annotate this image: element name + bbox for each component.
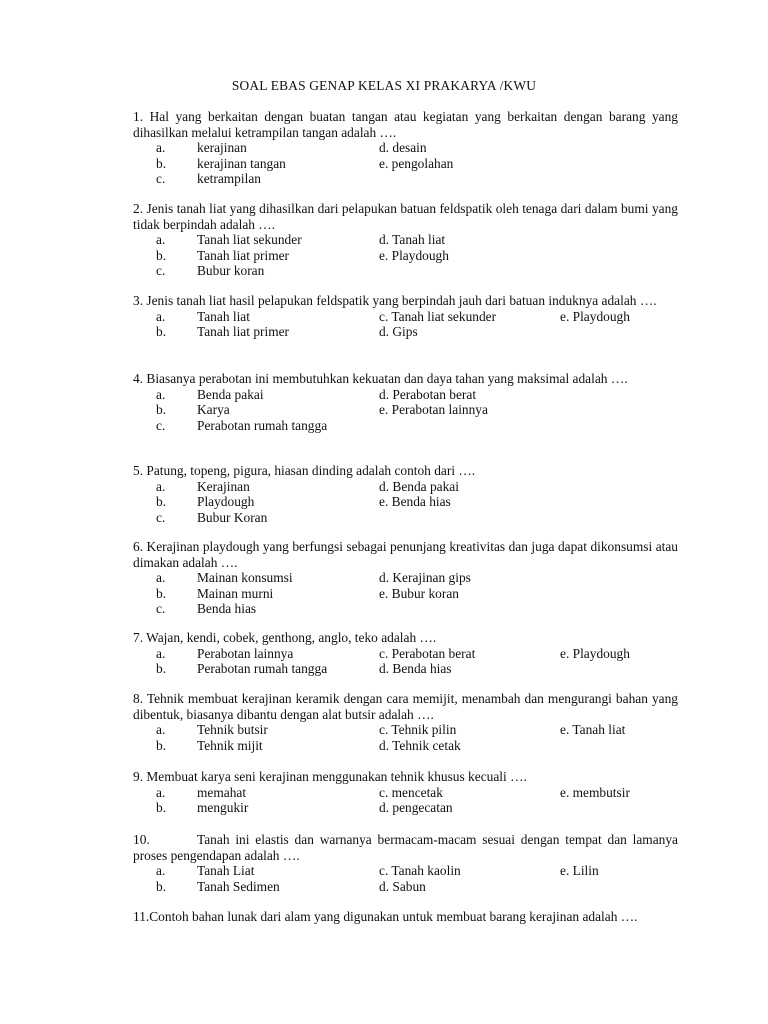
question-1 bbox=[133, 109, 678, 187]
question-11 bbox=[133, 909, 678, 925]
option-row bbox=[133, 402, 678, 418]
option-text: e. Playdough bbox=[560, 645, 630, 661]
question-stem: 2. Jenis tanah liat yang dihasilkan dari pelapukan batuan feldspatik oleh tenaga dari dalam bumi yang tidak berpindah adalah …. bbox=[133, 201, 678, 232]
option-letter: b. bbox=[156, 247, 167, 263]
question-2 bbox=[133, 201, 678, 279]
option-row bbox=[133, 586, 678, 602]
question-text: Tanah ini elastis dan warnanya bermacam-macam sesuai dengan tempat dan lamanya proses pengendapan adalah …. bbox=[133, 832, 678, 863]
option-text: e. Bubur koran bbox=[379, 585, 459, 601]
option-text: Bubur Koran bbox=[197, 509, 268, 525]
option-text: e. Perabotan lainnya bbox=[379, 402, 488, 418]
option-text: kerajinan bbox=[197, 140, 247, 156]
option-text: Tanah liat primer bbox=[197, 324, 290, 340]
option-row bbox=[133, 309, 678, 325]
question-8 bbox=[133, 691, 678, 753]
option-letter: b. bbox=[156, 585, 167, 601]
option-text: d. pengecatan bbox=[379, 800, 453, 816]
option-text: Tanah liat primer bbox=[197, 247, 290, 263]
option-text: Perabotan rumah tangga bbox=[197, 417, 328, 433]
option-letter: a. bbox=[156, 863, 166, 879]
option-letter: b. bbox=[156, 878, 167, 894]
option-row bbox=[133, 418, 678, 434]
option-row bbox=[133, 601, 678, 617]
option-text: Tehnik butsir bbox=[197, 722, 268, 738]
question-7 bbox=[133, 630, 678, 677]
question-stem: 6. Kerajinan playdough yang berfungsi sebagai penunjang kreativitas dan juga dapat dikonsumsi atau dimakan adalah …. bbox=[133, 539, 678, 570]
option-text: Tehnik mijit bbox=[197, 737, 263, 753]
question-9 bbox=[133, 769, 678, 816]
question-3 bbox=[133, 293, 678, 340]
option-row bbox=[133, 722, 678, 738]
option-text: e. membutsir bbox=[560, 784, 630, 800]
option-text: d. Gips bbox=[379, 324, 418, 340]
option-letter: a. bbox=[156, 232, 166, 248]
option-text: e. Playdough bbox=[379, 247, 449, 263]
option-text: Karya bbox=[197, 402, 230, 418]
option-row bbox=[133, 387, 678, 403]
option-text: Bubur koran bbox=[197, 263, 265, 279]
option-row bbox=[133, 232, 678, 248]
option-text: e. pengolahan bbox=[379, 155, 454, 171]
option-letter: a. bbox=[156, 722, 166, 738]
option-row bbox=[133, 171, 678, 187]
option-text: ketrampilan bbox=[197, 171, 261, 187]
option-row bbox=[133, 140, 678, 156]
question-stem: 11.Contoh bahan lunak dari alam yang digunakan untuk membuat barang kerajinan adalah …. bbox=[133, 909, 638, 924]
option-text: c. mencetak bbox=[379, 784, 443, 800]
question-stem: 9. Membuat karya seni kerajinan menggunakan tehnik khusus kecuali …. bbox=[133, 769, 527, 784]
option-text: Perabotan rumah tangga bbox=[197, 661, 328, 677]
option-letter: c. bbox=[156, 263, 166, 279]
question-stem bbox=[133, 832, 678, 863]
option-letter: b. bbox=[156, 402, 167, 418]
option-text: d. Benda hias bbox=[379, 661, 452, 677]
option-letter: b. bbox=[156, 800, 167, 816]
question-4 bbox=[133, 371, 678, 433]
option-letter: a. bbox=[156, 386, 166, 402]
option-text: e. Benda hias bbox=[379, 494, 451, 510]
option-text: Tanah Liat bbox=[197, 863, 255, 879]
option-letter: b. bbox=[156, 155, 167, 171]
question-stem: 4. Biasanya perabotan ini membutuhkan kekuatan dan daya tahan yang maksimal adalah …. bbox=[133, 371, 628, 386]
question-stem: 5. Patung, topeng, pigura, hiasan dinding adalah contoh dari …. bbox=[133, 463, 476, 478]
option-text: d. Kerajinan gips bbox=[379, 570, 471, 586]
option-letter: a. bbox=[156, 478, 166, 494]
option-text: Playdough bbox=[197, 494, 255, 510]
option-row bbox=[133, 248, 678, 264]
option-letter: a. bbox=[156, 308, 166, 324]
option-row bbox=[133, 263, 678, 279]
option-text: Mainan konsumsi bbox=[197, 570, 293, 586]
option-text: Mainan murni bbox=[197, 585, 274, 601]
question-stem: 3. Jenis tanah liat hasil pelapukan feldspatik yang berpindah jauh dari batuan induknya adalah …. bbox=[133, 293, 657, 308]
option-row bbox=[133, 785, 678, 801]
option-text: d. Benda pakai bbox=[379, 478, 459, 494]
option-row bbox=[133, 570, 678, 586]
option-text: c. Tanah liat sekunder bbox=[379, 308, 497, 324]
question-stem: 1. Hal yang berkaitan dengan buatan tangan atau kegiatan yang berkaitan dengan barang yang dihasilkan melalui ketrampilan tangan adalah …. bbox=[133, 109, 678, 140]
option-text: mengukir bbox=[197, 800, 249, 816]
option-letter: b. bbox=[156, 661, 167, 677]
option-row bbox=[133, 800, 678, 816]
question-10 bbox=[133, 832, 678, 894]
option-text: kerajinan tangan bbox=[197, 155, 286, 171]
option-text: memahat bbox=[197, 784, 247, 800]
question-6 bbox=[133, 539, 678, 617]
option-row bbox=[133, 324, 678, 340]
question-stem: 8. Tehnik membuat kerajinan keramik dengan cara memijit, menambah dan mengurangi bahan yang dibentuk, biasanya dibantu dengan alat butsir adalah …. bbox=[133, 691, 678, 722]
option-letter: c. bbox=[156, 509, 166, 525]
option-text: Benda pakai bbox=[197, 386, 264, 402]
option-letter: a. bbox=[156, 645, 166, 661]
option-letter: c. bbox=[156, 171, 166, 187]
option-text: e. Lilin bbox=[560, 863, 599, 879]
option-letter: c. bbox=[156, 601, 166, 617]
option-row bbox=[133, 494, 678, 510]
option-text: Kerajinan bbox=[197, 478, 250, 494]
option-text: Benda hias bbox=[197, 601, 257, 617]
question-number: 10. bbox=[133, 832, 150, 847]
option-text: d. Sabun bbox=[379, 878, 426, 894]
option-text: d. Perabotan berat bbox=[379, 386, 477, 402]
option-row bbox=[133, 646, 678, 662]
question-5 bbox=[133, 463, 678, 525]
option-text: d. desain bbox=[379, 140, 427, 156]
option-text: Tanah liat bbox=[197, 308, 250, 324]
option-text: e. Tanah liat bbox=[560, 722, 626, 738]
option-letter: a. bbox=[156, 784, 166, 800]
option-row bbox=[133, 479, 678, 495]
option-letter: a. bbox=[156, 140, 166, 156]
option-row bbox=[133, 863, 678, 879]
option-letter: b. bbox=[156, 737, 167, 753]
option-row bbox=[133, 661, 678, 677]
option-text: Tanah Sedimen bbox=[197, 878, 280, 894]
option-text: d. Tehnik cetak bbox=[379, 737, 461, 753]
option-letter: c. bbox=[156, 417, 166, 433]
option-letter: a. bbox=[156, 570, 166, 586]
page-title: SOAL EBAS GENAP KELAS XI PRAKARYA /KWU bbox=[231, 78, 537, 93]
option-row bbox=[133, 156, 678, 172]
option-text: e. Playdough bbox=[560, 308, 630, 324]
option-letter: b. bbox=[156, 324, 167, 340]
option-letter: b. bbox=[156, 494, 167, 510]
option-row bbox=[133, 510, 678, 526]
option-text: c. Perabotan berat bbox=[379, 645, 476, 661]
option-text: c. Tehnik pilin bbox=[379, 722, 457, 738]
option-row bbox=[133, 879, 678, 895]
option-row bbox=[133, 738, 678, 754]
option-text: Perabotan lainnya bbox=[197, 645, 294, 661]
option-text: c. Tanah kaolin bbox=[379, 863, 461, 879]
option-text: Tanah liat sekunder bbox=[197, 232, 302, 248]
question-stem: 7. Wajan, kendi, cobek, genthong, anglo, teko adalah …. bbox=[133, 630, 437, 645]
option-text: d. Tanah liat bbox=[379, 232, 446, 248]
